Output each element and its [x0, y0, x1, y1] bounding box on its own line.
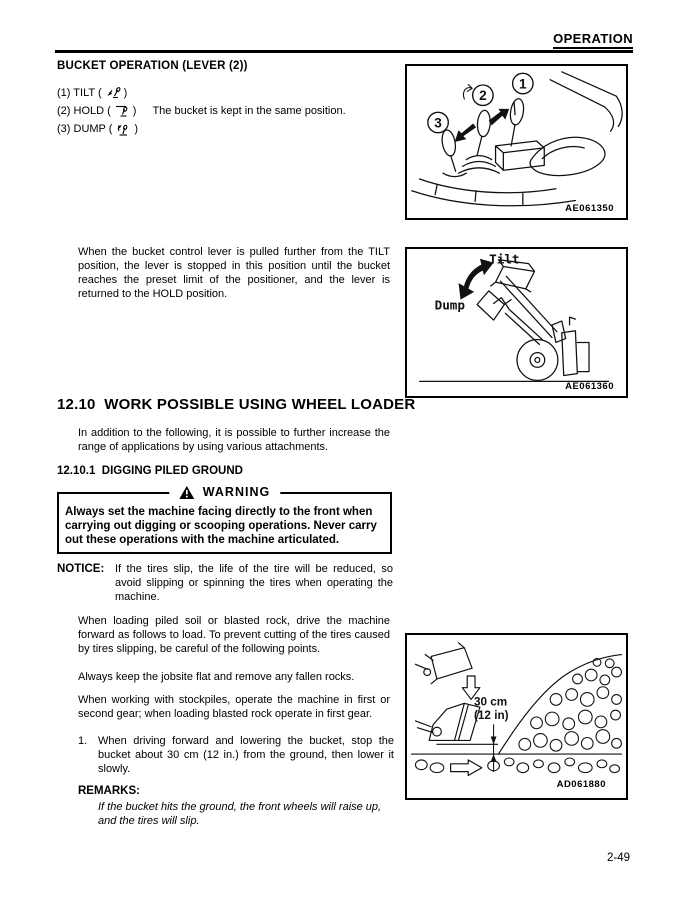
dump-lever-icon	[115, 123, 131, 136]
subsection-heading: 12.10.1 DIGGING PILED GROUND	[57, 465, 243, 477]
section-heading: 12.10 WORK POSSIBLE USING WHEEL LOADER	[57, 396, 416, 413]
lever-item-hold: (2) HOLD ( ) The bucket is kept in the same position.	[57, 105, 346, 117]
callout-2: 2	[479, 88, 487, 104]
figure-caption: AE061360	[565, 381, 614, 392]
body-paragraph: Always keep the jobsite flat and remove any fallen rocks.	[78, 671, 355, 683]
lever-item-dump: (3) DUMP ( )	[57, 123, 139, 135]
lever-position-list	[57, 84, 346, 138]
tilt-label: Tilt	[489, 251, 520, 267]
section-intro: In addition to the following, it is possible to further increase the range of applications by using various attachments.	[78, 427, 390, 453]
figure-digging-piled-ground	[405, 633, 628, 800]
notice-label: NOTICE:	[57, 563, 105, 575]
figure-tilt-dump	[405, 247, 628, 398]
callout-1: 1	[519, 76, 527, 92]
body-paragraph: When working with stockpiles, operate the machine in first or second gear; when loading blasted rock operate in first gear.	[78, 694, 390, 720]
warning-title-text: WARNING	[202, 485, 271, 499]
step-item	[78, 734, 394, 776]
page-number: 2-49	[606, 852, 630, 864]
lever-item-tilt: (1) TILT ( )	[57, 87, 128, 99]
bucket-lever-paragraph: When the bucket control lever is pulled further from the TILT position, the lever is stopped in this position until the bucket reaches the preset limit of the positioner, and the lever is returned to the HOLD position.	[78, 246, 390, 300]
notice-body: If the tires slip, the life of the tire will be reduced, so avoid slipping or spinning the tires when operating the machine.	[115, 563, 393, 603]
callout-3: 3	[434, 115, 442, 131]
remarks-body: If the bucket hits the ground, the front wheels will raise up, and the tires will slip.	[98, 801, 382, 827]
figure-bucket-levers	[405, 64, 628, 220]
step-number: 1.	[78, 735, 88, 747]
step-text: When driving forward and lowering the bucket, stop the bucket about 30 cm (12 in.) from the ground, then lower it slowly.	[98, 735, 394, 775]
hold-note: The bucket is kept in the same position.	[152, 105, 346, 117]
page-header-title: OPERATION	[553, 31, 633, 49]
body-paragraph: When loading piled soil or blasted rock, drive the machine forward as follows to load. To prevent cutting of the tires caused by tires slipping, be careful of the following points.	[78, 615, 390, 655]
warning-title	[169, 485, 280, 499]
tilt-dump-drawing	[407, 249, 626, 396]
warning-triangle-icon	[179, 486, 194, 499]
figure-caption: AD061880	[556, 779, 606, 790]
warning-box	[57, 485, 392, 554]
header-rule	[55, 50, 633, 53]
remarks-label: REMARKS:	[78, 785, 140, 797]
figure-caption: AE061350	[565, 203, 614, 214]
depth-label-in: (12 in)	[474, 708, 509, 722]
warning-body: Always set the machine facing directly to the front when carrying out digging or scooping operations. Never carry out these operations with the machine articulated.	[65, 506, 377, 546]
digging-drawing	[407, 635, 626, 798]
tilt-lever-icon	[105, 87, 121, 100]
notice-block	[57, 562, 393, 604]
bucket-operation-heading: BUCKET OPERATION (LEVER (2))	[57, 60, 248, 72]
hold-lever-icon	[114, 105, 130, 118]
dump-label: Dump	[434, 297, 466, 313]
depth-label-cm: 30 cm	[474, 695, 508, 709]
bucket-levers-drawing	[407, 66, 626, 218]
